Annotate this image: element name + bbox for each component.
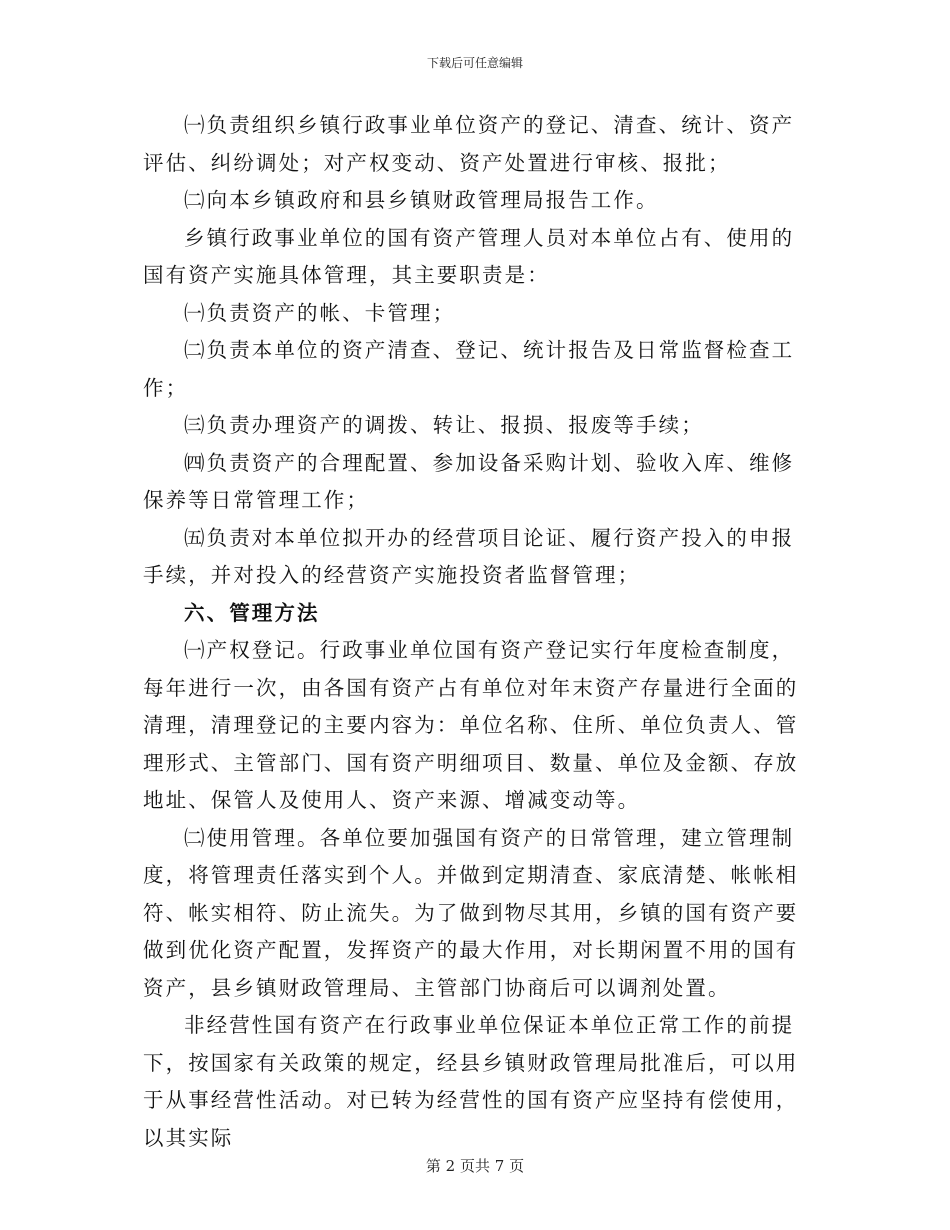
paragraph-property-registration: ㈠产权登记。行政事业单位国有资产登记实行年度检查制度，每年进行一次，由各国有资产占有单位对年末资产存量进行全面的清理，清理登记的主要内容为：单位名称、住所、单位负责人、管理形式、主管部门、国有资产明细项目、数量、单位及金额、存放地址、保管人及使用人、资产来源、增减变动等。	[143, 638, 799, 812]
page-header: 下载后可任意编辑	[426, 56, 523, 70]
page-footer: 第 2 页共 7 页	[425, 1157, 525, 1175]
paragraph-staff-duty-2: ㈡负责本单位的资产清查、登记、统计报告及日常监督检查工作；	[143, 338, 795, 400]
paragraph-duty-1: ㈠负责组织乡镇行政事业单位资产的登记、清查、统计、资产评估、纠纷调处；对产权变动、资产处置进行审核、报批；	[143, 113, 795, 175]
paragraph-staff-duty-1: ㈠负责资产的帐、卡管理；	[184, 300, 456, 325]
paragraph-staff-duty-3: ㈢负责办理资产的调拨、转让、报损、报废等手续；	[184, 413, 704, 437]
paragraph-non-operating-assets: 非经营性国有资产在行政事业单位保证本单位正常工作的前提下，按国家有关政策的规定，经县乡镇财政管理局批准后，可以用于从事经营性活动。对已转为经营性的国有资产应坚持有偿使用，以其实际	[143, 1013, 799, 1150]
document-body	[143, 107, 808, 1157]
paragraph-staff-duty-4: ㈣负责资产的合理配置、参加设备采购计划、验收入库、维修保养等日常管理工作；	[143, 450, 795, 512]
paragraph-staff-intro: 乡镇行政事业单位的国有资产管理人员对本单位占有、使用的国有资产实施具体管理，其主要职责是：	[143, 225, 795, 287]
section-heading-management-methods: 六、管理方法	[184, 600, 320, 625]
paragraph-staff-duty-5: ㈤负责对本单位拟开办的经营项目论证、履行资产投入的申报手续，并对投入的经营资产实施投资者监督管理；	[143, 525, 795, 587]
paragraph-usage-management: ㈡使用管理。各单位要加强国有资产的日常管理，建立管理制度，将管理责任落实到个人。并做到定期清查、家底清楚、帐帐相符、帐实相符、防止流失。为了做到物尽其用，乡镇的国有资产要做到优化资产配置，发挥资产的最大作用，对长期闲置不用的国有资产，县乡镇财政管理局、主管部门协商后可以调剂处置。	[143, 825, 799, 1000]
paragraph-duty-2: ㈡向本乡镇政府和县乡镇财政管理局报告工作。	[184, 188, 659, 212]
